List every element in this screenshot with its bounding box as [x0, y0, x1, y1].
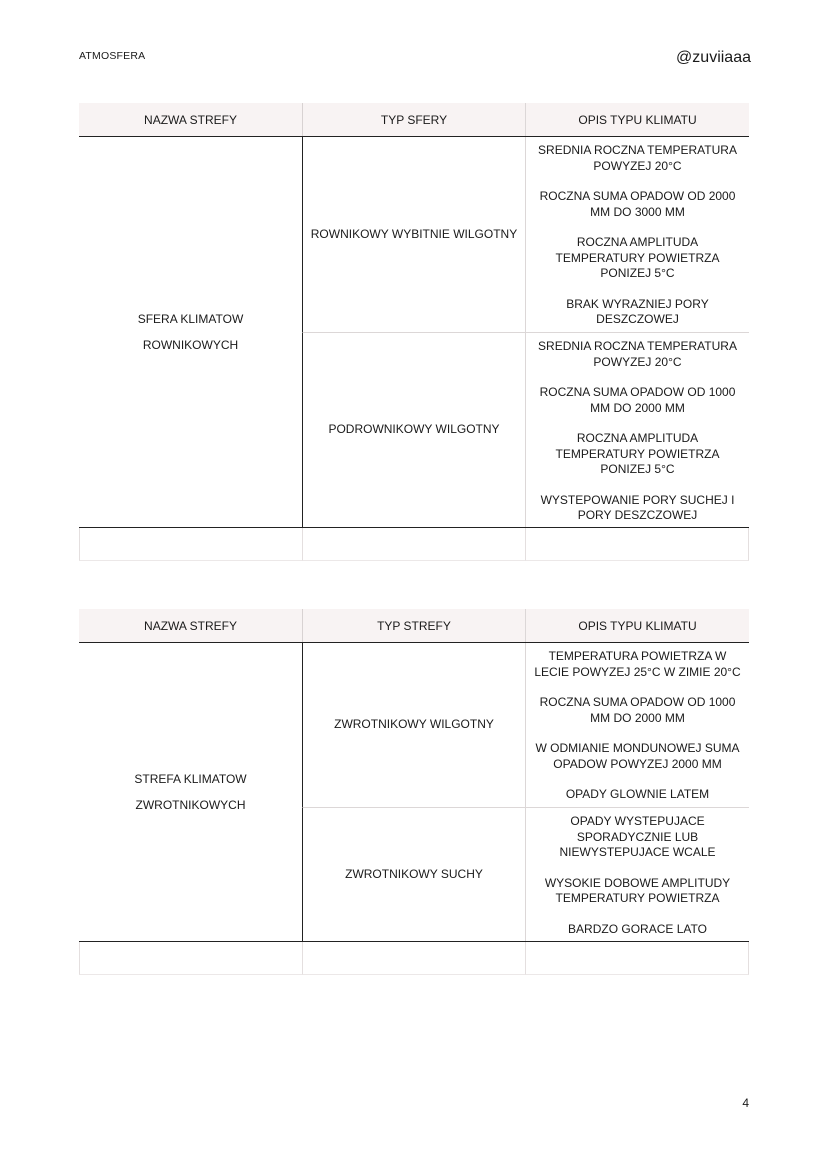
description-item: ROCZNA AMPLITUDA TEMPERATURY POWIETRZA PONIZEJ 5°C	[555, 235, 720, 280]
climate-type-description	[525, 643, 749, 807]
header-climate-description: OPIS TYPU KLIMATU	[525, 103, 749, 136]
climate-types	[302, 137, 749, 527]
description-item: SREDNIA ROCZNA TEMPERATURA POWYZEJ 20°C	[538, 143, 737, 173]
climate-type-description	[525, 332, 749, 527]
author-handle: @zuviiaaa	[676, 49, 751, 66]
description-item: WYSTEPOWANIE PORY SUCHEJ I PORY DESZCZOWEJ	[540, 492, 735, 522]
climate-type-name: PODROWNIKOWY WILGOTNY	[302, 332, 525, 527]
climate-type-name: ROWNIKOWY WYBITNIE WILGOTNY	[302, 137, 525, 332]
climate-type-description	[525, 137, 749, 332]
zone-name-line: SFERA KLIMATOW	[137, 312, 244, 326]
description-item: BRAK WYRAZNIEJ PORY DESZCZOWEJ	[566, 296, 709, 326]
climate-type-description	[525, 807, 749, 941]
table-header-row	[79, 103, 749, 137]
header-climate-description: OPIS TYPU KLIMATU	[525, 609, 749, 642]
description-item: W ODMIANIE MONDUNOWEJ SUMA OPADOW POWYZEJ 2000 MM	[535, 741, 740, 771]
climate-table-equatorial	[79, 103, 749, 561]
climate-type-name: ZWROTNIKOWY WILGOTNY	[302, 643, 525, 807]
header-sphere-type: TYP SFERY	[302, 103, 525, 136]
description-item: SREDNIA ROCZNA TEMPERATURA POWYZEJ 20°C	[538, 339, 737, 369]
table-body	[79, 137, 749, 528]
climate-type-name: ZWROTNIKOWY SUCHY	[302, 807, 525, 941]
climate-table-tropical	[79, 609, 749, 975]
zone-name-cell	[79, 643, 302, 941]
zone-name-line: ROWNIKOWYCH	[142, 338, 239, 352]
climate-type-row	[302, 332, 749, 527]
header-zone-name: NAZWA STREFY	[144, 112, 237, 127]
zone-name-line: STREFA KLIMATOW	[134, 772, 247, 786]
climate-type-row	[302, 137, 749, 332]
description-item: ROCZNA SUMA OPADOW OD 2000 MM DO 3000 MM	[539, 189, 736, 219]
description-item: ROCZNA AMPLITUDA TEMPERATURY POWIETRZA PONIZEJ 5°C	[555, 431, 720, 476]
zone-name-cell	[79, 137, 302, 527]
climate-types	[302, 643, 749, 941]
table-header-row	[79, 609, 749, 643]
page-number: 4	[742, 1096, 749, 1110]
table-body	[79, 643, 749, 942]
description-item: OPADY WYSTEPUJACE SPORADYCZNIE LUB NIEWYSTEPUJACE WCALE	[559, 814, 716, 859]
climate-type-row	[302, 807, 749, 941]
description-item: OPADY GLOWNIE LATEM	[565, 787, 710, 801]
description-item: ROCZNA SUMA OPADOW OD 1000 MM DO 2000 MM	[539, 385, 736, 415]
climate-type-row	[302, 643, 749, 807]
description-item: BARDZO GORACE LATO	[568, 921, 707, 936]
description-item: ROCZNA SUMA OPADOW OD 1000 MM DO 2000 MM	[539, 695, 736, 725]
description-item: WYSOKIE DOBOWE AMPLITUDY TEMPERATURY POWIETRZA	[544, 875, 731, 905]
zone-name-line: ZWROTNIKOWYCH	[135, 798, 246, 812]
description-item: TEMPERATURA POWIETRZA W LECIE POWYZEJ 25°C W ZIMIE 20°C	[534, 649, 741, 679]
header-zone-name: NAZWA STREFY	[144, 618, 237, 633]
empty-table-row	[79, 942, 749, 975]
header-zone-type: TYP STREFY	[302, 609, 525, 642]
empty-table-row	[79, 528, 749, 561]
document-title: ATMOSFERA	[79, 50, 146, 62]
